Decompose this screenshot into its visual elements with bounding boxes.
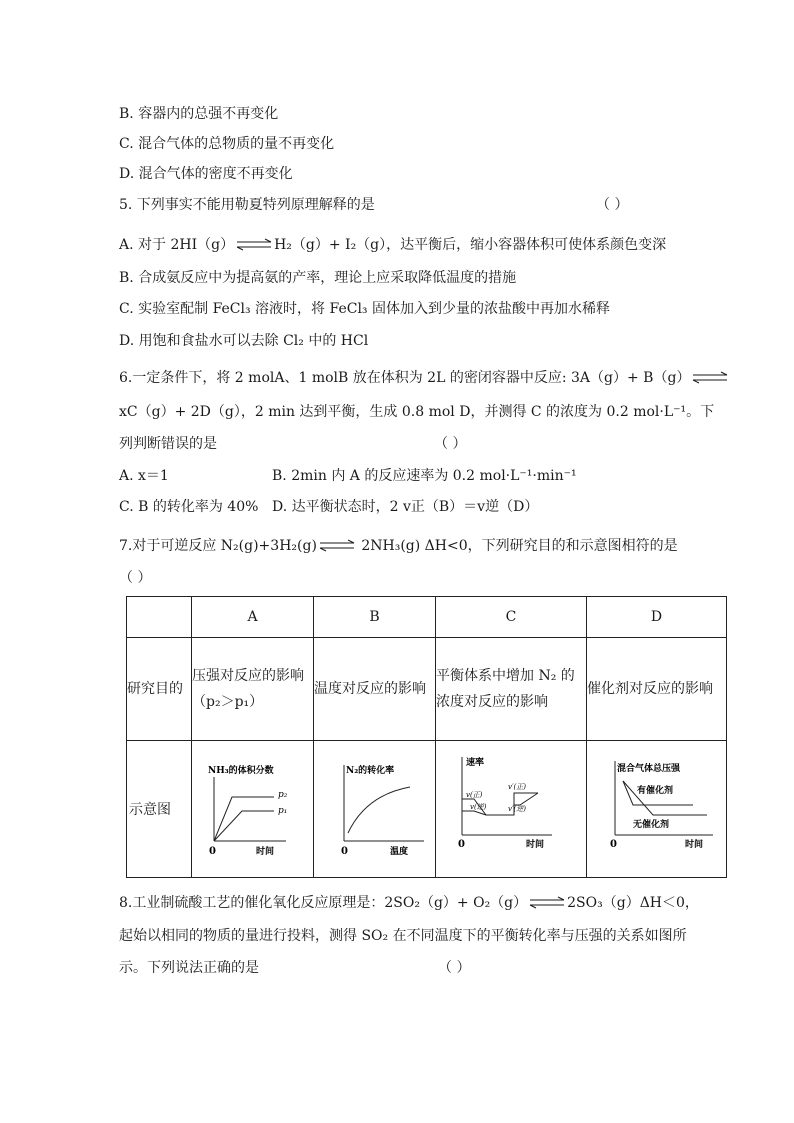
chart-b-xlabel: 温度	[390, 847, 409, 857]
table-header-cell: B	[314, 597, 436, 638]
table-header-row	[127, 597, 727, 638]
q6-option-d: D. 达平衡状态时，2 v正（B）＝v逆（D）	[272, 499, 539, 515]
chart-a	[204, 755, 299, 860]
chart-a-p1-line	[214, 811, 274, 841]
q8-line3: 示。下列说法正确的是	[119, 960, 259, 976]
chart-b	[332, 755, 432, 860]
q5-option-a-post: H₂（g）+ I₂（g），达平衡后，缩小容器体积可使体系颜色变深	[274, 237, 667, 253]
option-c-prev: C. 混合气体的总物质的量不再变化	[119, 136, 335, 152]
q5-answer-paren: （ ）	[596, 197, 629, 213]
chart-d-label-catalyst: 有催化剂	[637, 786, 674, 796]
option-d-prev: D. 混合气体的密度不再变化	[119, 166, 293, 182]
chart-c-label-v2-forward: v′(正)	[508, 783, 527, 791]
q7-stem	[119, 536, 678, 556]
q5-option-d: D. 用饱和食盐水可以去除 Cl₂ 中的 HCl	[119, 333, 369, 349]
chart-d-ylabel: 混合气体总压强	[617, 764, 681, 774]
row-label-chart: 示意图	[127, 741, 192, 878]
chart-a-origin: 0	[209, 846, 216, 857]
equilibrium-arrow-icon	[692, 371, 728, 385]
row-label-purpose: 研究目的	[127, 638, 192, 741]
q8-line1-pre: 8.工业制硫酸工艺的催化氧化反应原理是：2SO₂（g）+ O₂（g）	[119, 895, 528, 911]
chart-c-xlabel: 时间	[526, 840, 545, 850]
purpose-d: 催化剂对反应的影响	[587, 638, 727, 741]
equilibrium-arrow-icon	[529, 896, 565, 910]
chart-a-p2-line	[214, 797, 274, 841]
option-b-prev: B. 容器内的总强不再变化	[119, 106, 279, 122]
equilibrium-arrow-icon	[319, 539, 355, 553]
chart-a-p2-label: p₂	[278, 790, 288, 800]
table-header-cell: A	[192, 597, 314, 638]
purpose-c: 平衡体系中增加 N₂ 的浓度对反应的影响	[436, 638, 587, 741]
chart-c-ylabel: 速率	[466, 758, 485, 768]
chart-c	[456, 753, 576, 858]
q5-option-c: C. 实验室配制 FeCl₃ 溶液时，将 FeCl₃ 固体加入到少量的浓盐酸中再加水稀释	[119, 301, 610, 317]
chart-cell-a	[192, 741, 314, 878]
chart-a-ylabel: NH₃的体积分数	[208, 766, 274, 776]
chart-a-xlabel: 时间	[256, 847, 275, 857]
q6-answer-paren: （ ）	[434, 436, 467, 452]
chart-c-label-v-forward: v(正)	[466, 791, 483, 799]
q6-line3: 列判断错误的是	[119, 436, 217, 452]
table-header-cell	[127, 597, 192, 638]
q8-line1	[119, 893, 699, 913]
chart-d	[609, 753, 729, 858]
chart-d-label-no-catalyst: 无催化剂	[633, 820, 670, 830]
q6-line2: xC（g）+ 2D（g），2 min 达到平衡，生成 0.8 mol D，并测得 C 的浓度为 0.2 mol·L⁻¹。下	[119, 404, 715, 420]
chart-a-p1-label: p₁	[278, 806, 288, 816]
q8-line2: 起始以相同的物质的量进行投料，测得 SO₂ 在不同温度下的平衡转化率与压强的关系如图所	[119, 928, 687, 944]
chart-c-label-v-reverse: v(逆)	[470, 803, 487, 811]
chart-c-reverse-line	[462, 811, 486, 815]
purpose-b: 温度对反应的影响	[314, 638, 436, 741]
chart-d-origin: 0	[610, 839, 617, 850]
q5-option-a-pre: A. 对于 2HI（g）	[119, 237, 235, 253]
chart-cell-b	[314, 741, 436, 878]
q8-line1-post: 2SO₃（g）ΔH＜0，	[567, 895, 699, 911]
table-header-cell: C	[436, 597, 587, 638]
table-row	[127, 741, 727, 878]
equilibrium-arrow-icon	[236, 238, 272, 252]
q7-table	[126, 596, 727, 878]
chart-cell-d	[587, 741, 727, 878]
q6-line1	[119, 368, 730, 388]
q7-stem-post: 2NH₃(g) ΔH<0，下列研究目的和示意图相符的是	[361, 538, 678, 554]
table-header-cell: D	[587, 597, 727, 638]
chart-d-xlabel: 时间	[685, 840, 704, 850]
q5-option-b: B. 合成氨反应中为提高氨的产率，理论上应采取降低温度的措施	[119, 270, 517, 286]
q7-stem-pre: 7.对于可逆反应 N₂(g)+3H₂(g)	[119, 538, 317, 554]
chart-c-origin: 0	[458, 839, 465, 850]
chart-b-ylabel: N₂的转化率	[346, 766, 395, 776]
chart-cell-c	[436, 741, 587, 878]
q6-option-c: C. B 的转化率为 40%	[119, 499, 259, 515]
q7-answer-paren: （ ）	[119, 570, 152, 586]
q6-option-a: A. x＝1	[119, 468, 169, 484]
q6-option-b: B. 2min 内 A 的反应速率为 0.2 mol·L⁻¹·min⁻¹	[272, 468, 577, 484]
q8-answer-paren: （ ）	[438, 960, 471, 976]
purpose-a: 压强对反应的影响（p₂＞p₁）	[192, 638, 314, 741]
chart-b-origin: 0	[341, 846, 348, 857]
q5-stem: 5. 下列事实不能用勒夏特列原理解释的是	[119, 197, 375, 213]
chart-b-curve	[348, 787, 410, 833]
chart-c-label-v2-reverse: v′(逆)	[508, 805, 527, 813]
q5-option-a	[119, 235, 666, 255]
table-row	[127, 638, 727, 741]
q6-line1-text: 6.一定条件下，将 2 molA、1 molB 放在体积为 2L 的密闭容器中反应: 3A（g）+ B（g）	[119, 370, 691, 386]
